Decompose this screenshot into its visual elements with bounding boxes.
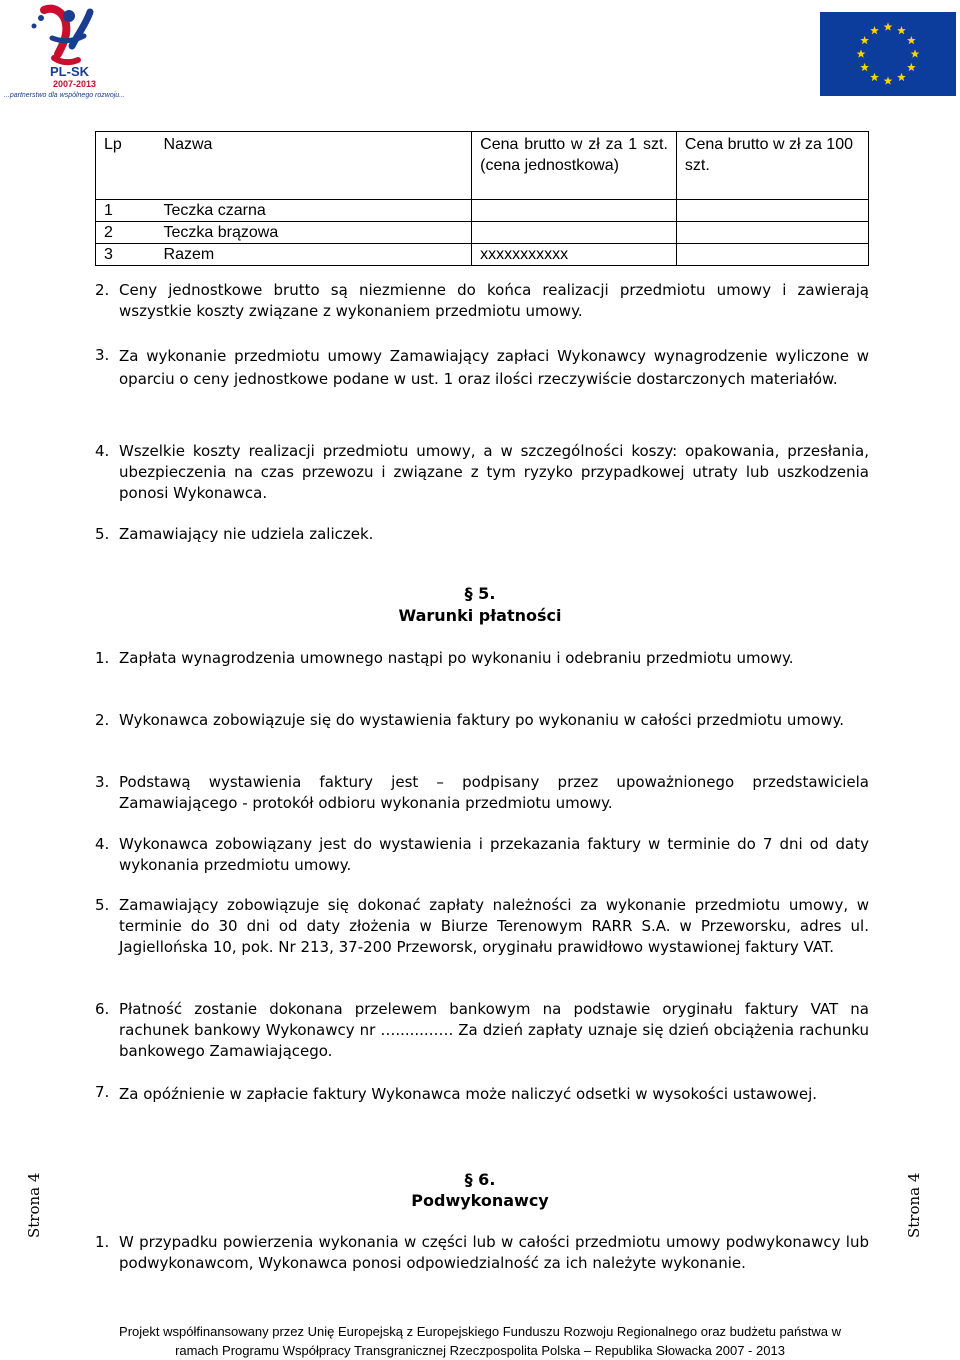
price-table xyxy=(95,131,869,266)
list-item xyxy=(95,441,869,504)
list-item xyxy=(95,895,869,958)
section-title: Podwykonawcy xyxy=(411,1191,549,1210)
page-label-left: Strona 4 xyxy=(25,1172,43,1238)
pl-sk-logo xyxy=(6,2,146,102)
item-text: Zamawiający zobowiązuje się dokonać zapłaty należności za wykonanie przedmiotu umowy, w terminie do 30 dni od daty złożenia w Biurze Terenowym RARR S.A. w Przeworsku, adres ul. Jagiellońska 10, pok. Nr 213, 37-200 Przeworsk, oryginału prawidłowo wystawionej faktury VAT. xyxy=(119,896,869,956)
item-number: 1. xyxy=(95,649,110,667)
list-item xyxy=(95,524,869,545)
item-number: 2. xyxy=(95,711,110,729)
footer-line-2: ramach Programu Współpracy Transgranicznej Rzeczpospolita Polska – Republika Słowacka 2007 - 2013 xyxy=(175,1343,785,1358)
list-item xyxy=(95,710,869,731)
cell-lp: 3 xyxy=(96,244,156,266)
header-price-100: Cena brutto w zł za 100 szt. xyxy=(676,132,868,200)
item-text: Płatność zostanie dokonana przelewem bankowym na podstawie oryginału faktury VAT na rachunek bankowy Wykonawcy nr …........…. Za dzień zapłaty uznaje się dzień obciążenia rachunku bankowego Zamawiającego. xyxy=(119,1000,869,1060)
item-number: 6. xyxy=(95,1000,110,1018)
table-row xyxy=(96,244,869,266)
list-item xyxy=(95,1232,869,1274)
list-item xyxy=(95,834,869,876)
item-text: Zapłata wynagrodzenia umownego nastąpi po wykonaniu i odebraniu przedmiotu umowy. xyxy=(119,649,794,667)
item-number: 3. xyxy=(95,773,110,791)
table-row xyxy=(96,222,869,244)
eu-flag-icon xyxy=(820,12,956,96)
item-number: 3. xyxy=(95,346,110,364)
item-text: Za opóźnienie w zapłacie faktury Wykonawca może naliczyć odsetki w wysokości ustawowej. xyxy=(119,1085,818,1103)
pl-sk-logo-years: 2007-2013 xyxy=(53,79,97,89)
item-text: W przypadku powierzenia wykonania w części lub w całości przedmiotu umowy podwykonawcy lub podwykonawcom, Wykonawca ponosi odpowiedzialność za ich należyte wykonanie. xyxy=(119,1233,869,1272)
item-text: Za wykonanie przedmiotu umowy Zamawiający zapłaci Wykonawcy wynagrodzenie wyliczone w oparciu o ceny jednostkowe podane w ust. 1 oraz ilości rzeczywiście dostarczonych materiałów. xyxy=(119,347,869,388)
header-unit-price: Cena brutto w zł za 1 szt. (cena jednostkowa) xyxy=(472,132,677,200)
cell-price-100 xyxy=(676,244,868,266)
item-text: Ceny jednostkowe brutto są niezmienne do końca realizacji przedmiotu umowy i zawierają wszystkie koszty związane z wykonaniem przedmiotu umowy. xyxy=(119,281,869,320)
cell-unit-price xyxy=(472,200,677,222)
section-title: Warunki płatności xyxy=(398,606,562,625)
table-header-row xyxy=(96,132,869,200)
cell-name: Teczka brązowa xyxy=(156,222,472,244)
item-number: 1. xyxy=(95,1233,110,1251)
item-number: 7. xyxy=(95,1083,110,1101)
header-name: Nazwa xyxy=(156,132,472,200)
item-text: Wykonawca zobowiązuje się do wystawienia faktury po wykonaniu w całości przedmiotu umowy. xyxy=(119,711,845,729)
item-text: Wykonawca zobowiązany jest do wystawienia i przekazania faktury w terminie do 7 dni od daty wykonania przedmiotu umowy. xyxy=(119,835,869,874)
cell-name: Razem xyxy=(156,244,472,266)
list-item xyxy=(95,1082,869,1106)
page-label-right: Strona 4 xyxy=(905,1172,923,1238)
item-number: 4. xyxy=(95,835,110,853)
item-text: Podstawą wystawienia faktury jest – podpisany przez upoważnionego przedstawiciela Zamawiającego - protokół odbioru wykonania przedmiotu umowy. xyxy=(119,773,869,812)
pl-sk-logo-text: PL-SK xyxy=(50,64,89,79)
cell-lp: 2 xyxy=(96,222,156,244)
item-number: 5. xyxy=(95,525,110,543)
list-item xyxy=(95,648,869,669)
pl-sk-logo-tagline: ...partnerstwo dla wspólnego rozwoju... xyxy=(4,92,126,99)
cell-lp: 1 xyxy=(96,200,156,222)
table-row xyxy=(96,200,869,222)
cell-unit-price: xxxxxxxxxxx xyxy=(472,244,677,266)
item-number: 5. xyxy=(95,896,110,914)
section-number: § 6. xyxy=(464,1170,496,1189)
list-item xyxy=(95,772,869,814)
item-number: 2. xyxy=(95,281,110,299)
item-text: Zamawiający nie udziela zaliczek. xyxy=(119,525,374,543)
list-item xyxy=(95,999,869,1062)
section-number: § 5. xyxy=(464,584,496,603)
eu-flag xyxy=(820,12,956,96)
item-number: 4. xyxy=(95,442,110,460)
cell-unit-price xyxy=(472,222,677,244)
cell-price-100 xyxy=(676,200,868,222)
list-item xyxy=(95,280,869,322)
cell-name: Teczka czarna xyxy=(156,200,472,222)
footer-line-1: Projekt współfinansowany przez Unię Europejską z Europejskiego Funduszu Rozwoju Regionalnego oraz budżetu państwa w xyxy=(119,1324,841,1339)
list-item xyxy=(95,345,869,391)
header-lp: Lp xyxy=(96,132,156,200)
item-text: Wszelkie koszty realizacji przedmiotu umowy, a w szczególności koszy: opakowania, przesłania, ubezpieczenia na czas przewozu i związane z tym ryzyko przypadkowej utraty lub uszkodzenia ponosi Wykonawca. xyxy=(119,442,869,502)
cell-price-100 xyxy=(676,222,868,244)
